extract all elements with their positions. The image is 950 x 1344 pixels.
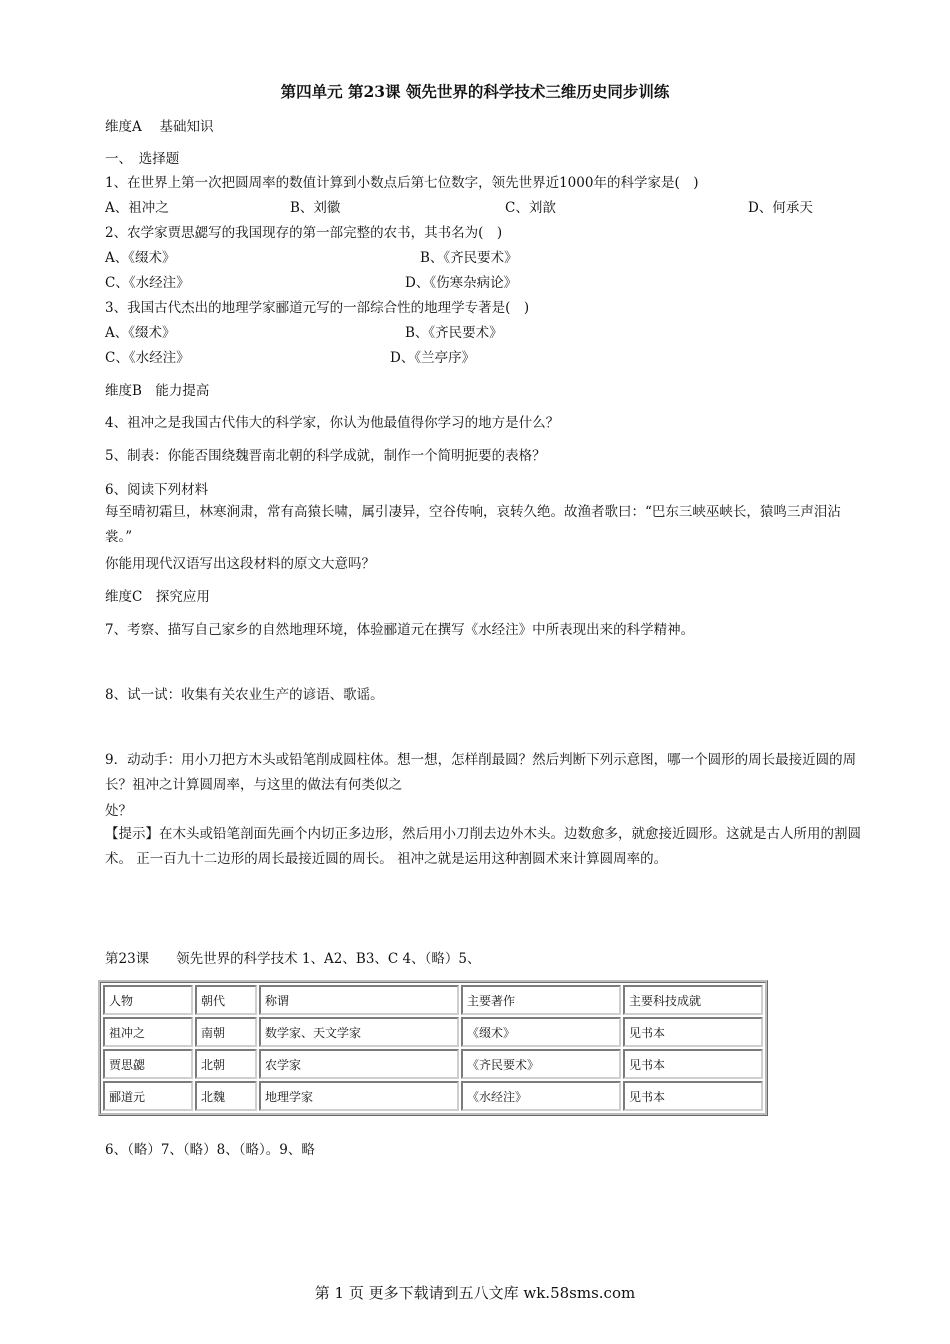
q3-option-c: C、《水经注》 xyxy=(105,350,190,366)
q2-option-b: B、《齐民要术》 xyxy=(420,250,518,266)
table-cell: 北魏 xyxy=(195,1081,257,1111)
table-cell: 《缀术》 xyxy=(461,1017,621,1047)
table-cell: 地理学家 xyxy=(259,1081,459,1111)
table-cell: 《水经注》 xyxy=(461,1081,621,1111)
table-cell: 见书本 xyxy=(623,1081,763,1111)
table-cell: 祖冲之 xyxy=(103,1017,193,1047)
answer-line: 第23课 领先世界的科学技术 1、A2、B3、C 4、（略）5、 xyxy=(105,951,481,967)
answer-table xyxy=(98,980,768,1116)
question-8: 8、试一试：收集有关农业生产的谚语、歌谣。 xyxy=(105,687,384,703)
table-header-row xyxy=(103,985,763,1015)
question-4: 4、祖冲之是我国古代伟大的科学家，你认为他最值得你学习的地方是什么？ xyxy=(105,415,560,431)
table-cell: 郦道元 xyxy=(103,1081,193,1111)
question-6-material: 每至晴初霜旦，林寒涧肃，常有高猿长啸，属引凄异，空谷传响，哀转久绝。故渔者歌曰：“巴东三峡巫峡长，猿鸣三声泪沾裳。” xyxy=(105,504,841,545)
question-9: 9．动动手：用小刀把方木头或铅笔削成圆柱体。想一想，怎样削最圆？然后判断下列示意图，哪一个圆形的周长最接近圆的周长？祖冲之计算圆周率，与这里的做法有何类似之 xyxy=(105,752,857,793)
table-row xyxy=(103,1017,763,1047)
dimension-a-heading: 维度A 基础知识 xyxy=(105,119,214,135)
table-cell: 数学家、天文学家 xyxy=(259,1017,459,1047)
q1-option-a: A、祖冲之 xyxy=(105,200,169,216)
q2-option-c: C、《水经注》 xyxy=(105,275,190,291)
q3-option-a: A、《缀术》 xyxy=(105,325,176,341)
section-choice-heading: 一、 选择题 xyxy=(105,151,180,167)
table-cell: 贾思勰 xyxy=(103,1049,193,1079)
table-header-cell: 朝代 xyxy=(195,985,257,1015)
q2-option-a: A、《缀术》 xyxy=(105,250,176,266)
table-cell: 北朝 xyxy=(195,1049,257,1079)
dimension-b-heading: 维度B 能力提高 xyxy=(105,383,210,399)
question-1: 1、在世界上第一次把圆周率的数值计算到小数点后第七位数字，领先世界近1000年的科学家是( ) xyxy=(105,175,699,191)
table-row xyxy=(103,1049,763,1079)
table-cell: 见书本 xyxy=(623,1017,763,1047)
question-7: 7、考察、描写自己家乡的自然地理环境，体验郦道元在撰写《水经注》中所表现出来的科学精神。 xyxy=(105,622,695,638)
question-9-hint: 【提示】在木头或铅笔剖面先画个内切正多边形，然后用小刀削去边外木头。边数愈多，就愈接近圆形。这就是古人所用的割圆术。 正一百九十二边形的周长最接近圆的周长。 祖冲之就是运用这种割圆术来计算圆周率的。 xyxy=(105,826,861,867)
answer-tail: 6、（略）7、（略）8、（略）。9、略 xyxy=(105,1142,315,1158)
question-5: 5、制表：你能否围绕魏晋南北朝的科学成就，制作一个简明扼要的表格？ xyxy=(105,448,546,464)
question-6-prompt: 你能用现代汉语写出这段材料的原文大意吗？ xyxy=(105,556,375,572)
table-header-cell: 主要科技成就 xyxy=(623,985,763,1015)
q1-option-d: D、何承天 xyxy=(748,200,813,216)
q2-option-d: D、《伤寒杂病论》 xyxy=(405,275,518,291)
table-cell: 见书本 xyxy=(623,1049,763,1079)
question-3: 3、我国古代杰出的地理学家郦道元写的一部综合性的地理学专著是( ) xyxy=(105,300,530,316)
table-header-cell: 人物 xyxy=(103,985,193,1015)
table-cell: 南朝 xyxy=(195,1017,257,1047)
table-cell: 《齐民要术》 xyxy=(461,1049,621,1079)
question-6-title: 6、阅读下列材料 xyxy=(105,482,209,498)
q1-option-b: B、刘徽 xyxy=(290,200,341,216)
table-row xyxy=(103,1081,763,1111)
table-cell: 农学家 xyxy=(259,1049,459,1079)
question-9-continued: 处？ xyxy=(105,803,132,819)
q3-option-b: B、《齐民要术》 xyxy=(405,325,503,341)
table-header-cell: 称谓 xyxy=(259,985,459,1015)
page-footer: 第 1 页 更多下载请到五八文库 wk.58sms.com xyxy=(314,1284,636,1302)
dimension-c-heading: 维度C 探究应用 xyxy=(105,589,210,605)
page-title: 第四单元 第23课 领先世界的科学技术三维历史同步训练 xyxy=(280,82,670,101)
q3-option-d: D、《兰亭序》 xyxy=(390,350,476,366)
table-header-cell: 主要著作 xyxy=(461,985,621,1015)
question-2: 2、农学家贾思勰写的我国现存的第一部完整的农书，其书名为( ) xyxy=(105,225,503,241)
q1-option-c: C、刘歆 xyxy=(505,200,556,216)
